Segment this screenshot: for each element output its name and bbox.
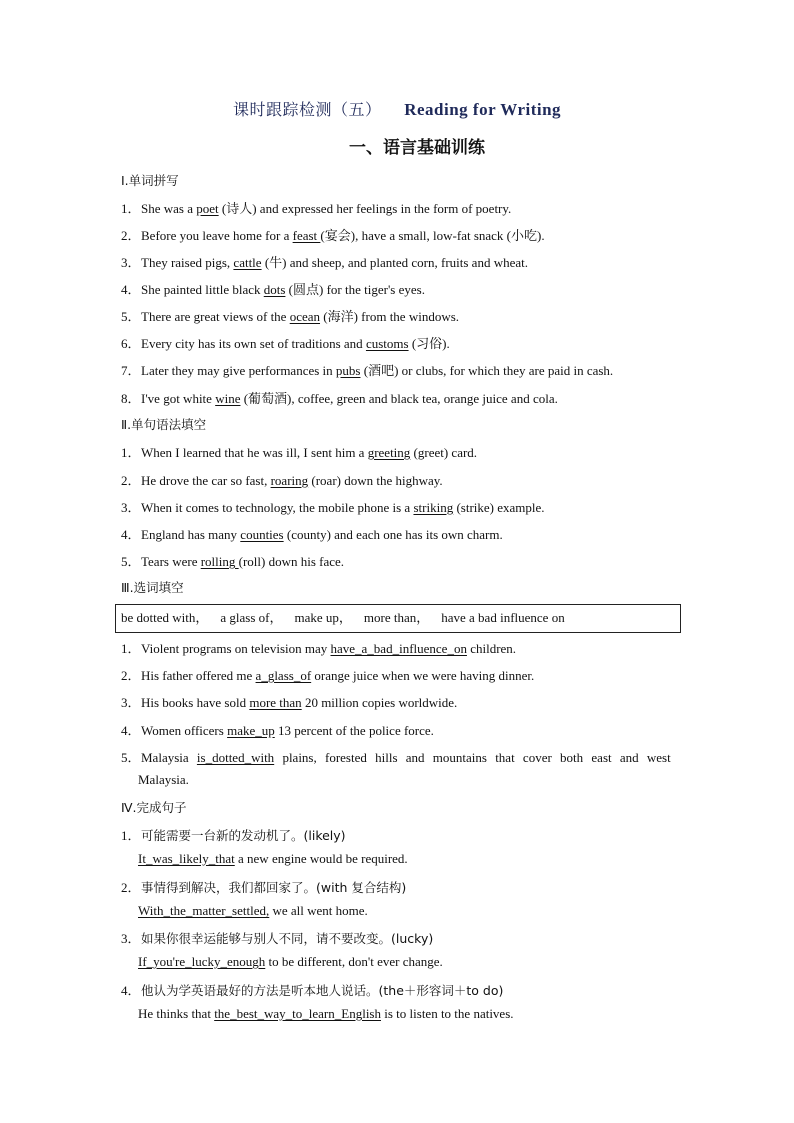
s2-item-3: 3．When it comes to technology, the mobile phone is a striking (strike) example. [121,500,545,515]
answer: rolling [200,554,239,569]
word-bank-option: have a bad influence on [441,610,565,625]
answer: poet [196,201,219,216]
s1-item-8: 8．I've got white wine (葡萄酒), coffee, green and black tea, orange juice and cola. [121,391,558,406]
s3-item-2: 2．His father offered me a_glass_of orange juice when we were having dinner. [121,668,535,683]
s2-item-1: 1．When I learned that he was ill, I sent him a greeting (greet) card. [121,445,478,460]
answer: make_up [227,723,275,738]
s2-item-4: 4．England has many counties (county) and each one has its own charm. [121,527,503,542]
answer: If_you're_lucky_enough [138,954,266,969]
answer: dots [263,282,286,297]
answer: the_best_way_to_learn_English [214,1006,381,1021]
s4-item-2-prompt: 2．事情得到解决，我们都回家了。(with 复合结构) [121,880,407,895]
answer: striking [413,500,454,515]
s1-item-3: 3．They raised pigs, cattle (牛) and sheep, and planted corn, fruits and wheat. [121,255,528,270]
answer: ocean [289,309,321,324]
section-heading-2: Ⅱ.单句语法填空 [121,417,207,432]
s1-item-1: 1．She was a poet (诗人) and expressed her feelings in the form of poetry. [121,201,512,216]
s3-item-3: 3．His books have sold more than 20 million copies worldwide. [121,695,458,710]
answer: greeting [367,445,411,460]
section-heading-3: Ⅲ.选词填空 [121,580,184,595]
answer: more than [249,695,302,710]
answer: is_dotted_with [196,750,275,765]
word-bank-option: a glass of， [220,610,283,625]
answer: have_a_bad_influence_on [330,641,467,656]
s1-item-6: 6．Every city has its own set of traditions and customs (习俗). [121,336,450,351]
answer: roaring [270,473,309,488]
answer: cattle [233,255,262,270]
s1-item-2: 2．Before you leave home for a feast (宴会), have a small, low-fat snack (小吃). [121,228,545,243]
s3-item-4: 4．Women officers make_up 13 percent of the police force. [121,723,434,738]
s4-item-1-answer-line: It_was_likely_that a new engine would be required. [138,851,408,866]
title-cn: 课时跟踪检测（五） [232,100,382,119]
s4-item-3-answer-line: If_you're_lucky_enough to be different, don't ever change. [138,954,443,969]
s4-item-3-prompt: 3．如果你很幸运能够与别人不同，请不要改变。(lucky) [121,931,434,946]
section-heading-4: Ⅳ.完成句子 [121,800,187,815]
answer: counties [240,527,284,542]
answer: With_the_matter_settled, [138,903,270,918]
s2-item-2: 2．He drove the car so fast, roaring (roar) down the highway. [121,473,443,488]
s2-item-5: 5．Tears were rolling (roll) down his face. [121,554,345,569]
title-en: Reading for Writing [404,100,562,119]
s1-item-7: 7．Later they may give performances in pubs (酒吧) or clubs, for which they are paid in cash. [121,363,614,378]
s3-item-5-continued: Malaysia. [138,772,189,787]
page-title [0,97,794,120]
s3-item-1: 1．Violent programs on television may have_a_bad_influence_on children. [121,641,517,656]
s3-item-5: 5．Malaysia is_dotted_with plains, forested hills and mountains that cover both east and west [121,750,671,765]
s1-item-4: 4．She painted little black dots (圆点) for the tiger's eyes. [121,282,425,297]
word-bank-option: make up， [294,610,352,625]
s4-item-1-prompt: 1．可能需要一台新的发动机了。(likely) [121,828,346,843]
s1-item-5: 5．There are great views of the ocean (海洋) from the windows. [121,309,460,324]
word-bank-option: more than， [363,610,430,625]
s4-item-4-prompt: 4．他认为学英语最好的方法是听本地人说话。(the＋形容词＋to do) [121,983,504,998]
answer: It_was_likely_that [138,851,235,866]
s4-item-2-answer-line: With_the_matter_settled, we all went home. [138,903,368,918]
answer: a_glass_of [255,668,312,683]
answer: feast [292,228,321,243]
word-bank-option: be dotted with， [121,610,209,625]
s4-item-4-answer-line: He thinks that the_best_way_to_learn_English is to listen to the natives. [138,1006,514,1021]
section-heading-1: Ⅰ.单词拼写 [121,173,179,188]
answer: customs [365,336,409,351]
part-heading: 一、语言基础训练 [349,138,485,158]
answer: wine [215,391,241,406]
word-bank-box [115,604,681,633]
answer: pubs [335,363,361,378]
